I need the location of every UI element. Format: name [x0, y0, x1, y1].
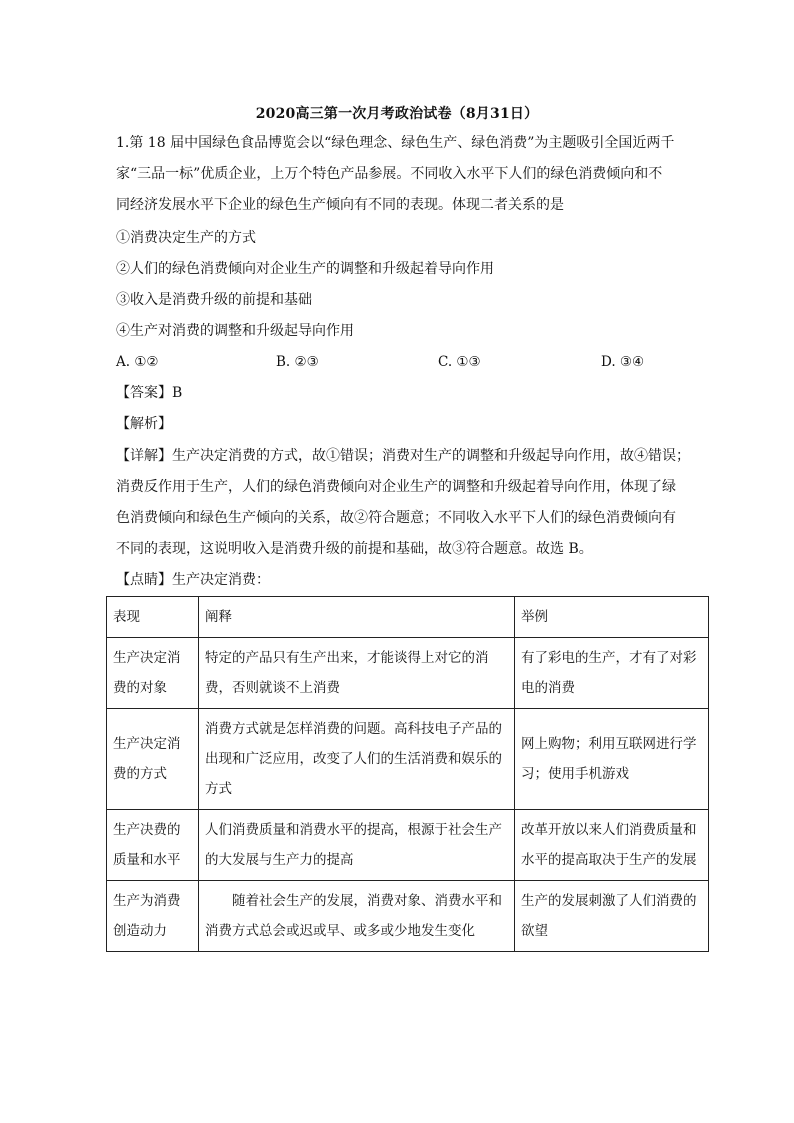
table-row [107, 709, 709, 810]
question-line-3: 同经济发展水平下企业的绿色生产倾向有不同的表现。体现二者关系的是 [116, 197, 564, 213]
table-row [107, 638, 709, 709]
row-3-explanation: 人们消费质量和消费水平的提高，根源于社会生产的大发展与生产力的提高 [199, 810, 515, 881]
header-example: 举例 [515, 597, 709, 638]
table-row [107, 810, 709, 881]
row-4-performance: 生产为消费创造动力 [107, 881, 199, 952]
row-4-example: 生产的发展刺激了人们消费的欲望 [515, 881, 709, 952]
statement-4: ④生产对消费的调整和升级起导向作用 [116, 323, 354, 339]
row-3-performance: 生产决费的质量和水平 [107, 810, 199, 881]
question-line-1: 1.第 18 届中国绿色食品博览会以“绿色理念、绿色生产、绿色消费”为主题吸引全国近两千 [116, 135, 675, 151]
detail-line-4: 不同的表现，这说明收入是消费升级的前提和基础，故③符合题意。故选 B。 [116, 541, 593, 557]
tip-heading: 【点睛】生产决定消费： [116, 572, 270, 588]
row-2-example: 网上购物；利用互联网进行学习；使用手机游戏 [515, 709, 709, 810]
detail-line-1: 【详解】生产决定消费的方式，故①错误；消费对生产的调整和升级起导向作用，故④错误； [116, 448, 690, 464]
option-a: A. ①② [116, 354, 159, 370]
header-explanation: 阐释 [199, 597, 515, 638]
row-1-explanation: 特定的产品只有生产出来，才能谈得上对它的消费，否则就谈不上消费 [199, 638, 515, 709]
exam-title: 2020高三第一次月考政治试卷（8月31日） [255, 106, 539, 122]
statement-2: ②人们的绿色消费倾向对企业生产的调整和升级起着导向作用 [116, 261, 494, 277]
table-row [107, 881, 709, 952]
option-c: C. ①③ [438, 354, 481, 370]
table-header-row [107, 597, 709, 638]
analysis-heading: 【解析】 [116, 416, 172, 432]
row-1-performance: 生产决定消费的对象 [107, 638, 199, 709]
production-consumption-table [106, 596, 709, 952]
row-4-explanation: 随着社会生产的发展，消费对象、消费水平和消费方式总会或迟或早、或多或少地发生变化 [199, 881, 515, 952]
row-3-example: 改革开放以来人们消费质量和水平的提高取决于生产的发展 [515, 810, 709, 881]
detail-line-2: 消费反作用于生产，人们的绿色消费倾向对企业生产的调整和升级起着导向作用，体现了绿 [116, 479, 676, 495]
option-d: D. ③④ [601, 354, 645, 370]
row-2-explanation: 消费方式就是怎样消费的问题。高科技电子产品的出现和广泛应用，改变了人们的生活消费和娱乐的方式 [199, 709, 515, 810]
answer-line: 【答案】B [116, 385, 183, 401]
question-line-2: 家“三品一标”优质企业，上万个特色产品参展。不同收入水平下人们的绿色消费倾向和不 [116, 166, 663, 182]
row-1-example: 有了彩电的生产，才有了对彩电的消费 [515, 638, 709, 709]
row-2-performance: 生产决定消费的方式 [107, 709, 199, 810]
statement-1: ①消费决定生产的方式 [116, 230, 256, 246]
detail-line-3: 色消费倾向和绿色生产倾向的关系，故②符合题意；不同收入水平下人们的绿色消费倾向有 [116, 510, 676, 526]
statement-3: ③收入是消费升级的前提和基础 [116, 292, 312, 308]
option-b: B. ②③ [276, 354, 319, 370]
header-performance: 表现 [107, 597, 199, 638]
